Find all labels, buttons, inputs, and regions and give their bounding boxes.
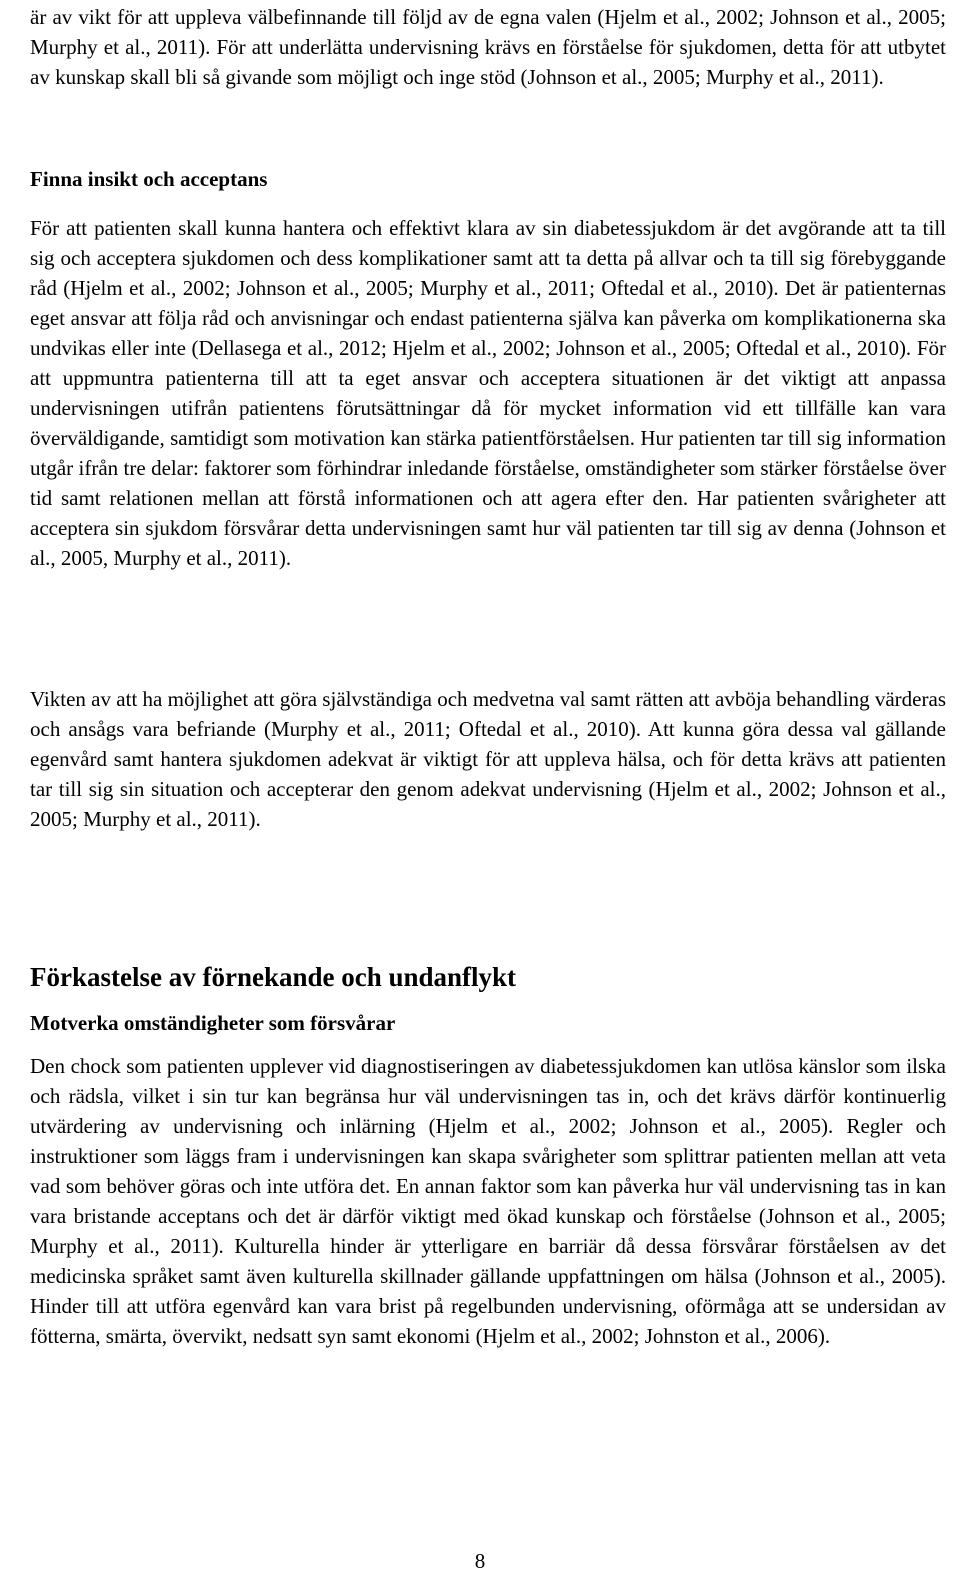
body-paragraph: Vikten av att ha möjlighet att göra självständiga och medvetna val samt rätten att avböja behandling värderas och ansågs vara befriande (Murphy et al., 2011; Oftedal et al., 2010). Att kunna göra dessa val gällande egenvård samt hantera sjukdomen adekvat är viktigt för att uppleva hälsa, och för detta krävs att patienten tar till sig sin situation och accepterar den genom adekvat undervisning (Hjelm et al., 2002; Johnson et al., 2005; Murphy et al., 2011). [30, 687, 946, 831]
subsection-heading-motverka: Motverka omständigheter som försvårar [30, 1011, 396, 1035]
page-number: 8 [474, 1549, 486, 1573]
intro-paragraph: är av vikt för att uppleva välbefinnande till följd av de egna valen (Hjelm et al., 2002; Johnson et al., 2005; Murphy et al., 2011). För att underlätta undervisning krävs en förståelse för sjukdomen, detta för att utbytet av kunskap skall bli så givande som möjligt och inge stöd (Johnson et al., 2005; Murphy et al., 2011). [30, 5, 946, 89]
body-paragraph: För att patienten skall kunna hantera och effektivt klara av sin diabetessjukdom är det avgörande att ta till sig och acceptera sjukdomen och dess komplikationer samt att ta detta på allvar och ta till sig förebyggande råd (Hjelm et al., 2002; Johnson et al., 2005; Murphy et al., 2011; Oftedal et al., 2010). Det är patienternas eget ansvar att följa råd och anvisningar och endast patienterna själva kan påverka om komplikationerna ska undvikas eller inte (Dellasega et al., 2012; Hjelm et al., 2002; Johnson et al., 2005; Oftedal et al., 2010). För att uppmuntra patienterna till att ta eget ansvar och acceptera situationen är det viktigt att anpassa undervisningen utifrån patientens förutsättningar då för mycket information vid ett tillfälle kan vara överväldigande, samtidigt som motivation kan stärka patientförståelsen. Hur patienten tar till sig information utgår ifrån tre delar: faktorer som förhindrar inledande förståelse, omständigheter som stärker förståelse över tid samt relationen mellan att förstå informationen och att agera efter den. Har patienten svårigheter att acceptera sin sjukdom försvårar detta undervisningen samt hur väl patienten tar till sig av denna (Johnson et al., 2005, Murphy et al., 2011). [30, 216, 946, 570]
section-heading-finna-insikt: Finna insikt och acceptans [30, 167, 268, 191]
section-heading-forkastelse: Förkastelse av förnekande och undanflykt [30, 962, 517, 992]
body-paragraph: Den chock som patienten upplever vid diagnostiseringen av diabetessjukdomen kan utlösa känslor som ilska och rädsla, vilket i sin tur kan begränsa hur väl undervisningen tas in, och det krävs därför kontinuerlig utvärdering av undervisning och inlärning (Hjelm et al., 2002; Johnson et al., 2005). Regler och instruktioner som läggs fram i undervisningen kan skapa svårigheter som splittrar patienten mellan att veta vad som behöver göras och inte utföra det. En annan faktor som kan påverka hur väl undervisning tas in kan vara bristande acceptans och det är därför viktigt med ökad kunskap och förståelse (Johnson et al., 2005; Murphy et al., 2011). Kulturella hinder är ytterligare en barriär då dessa försvårar förståelsen av det medicinska språket samt även kulturella skillnader gällande uppfattningen om hälsa (Johnson et al., 2005). Hinder till att utföra egenvård kan vara brist på regelbunden undervisning, oförmåga att se undersidan av fötterna, smärta, övervikt, nedsatt syn samt ekonomi (Hjelm et al., 2002; Johnston et al., 2006). [30, 1054, 946, 1348]
